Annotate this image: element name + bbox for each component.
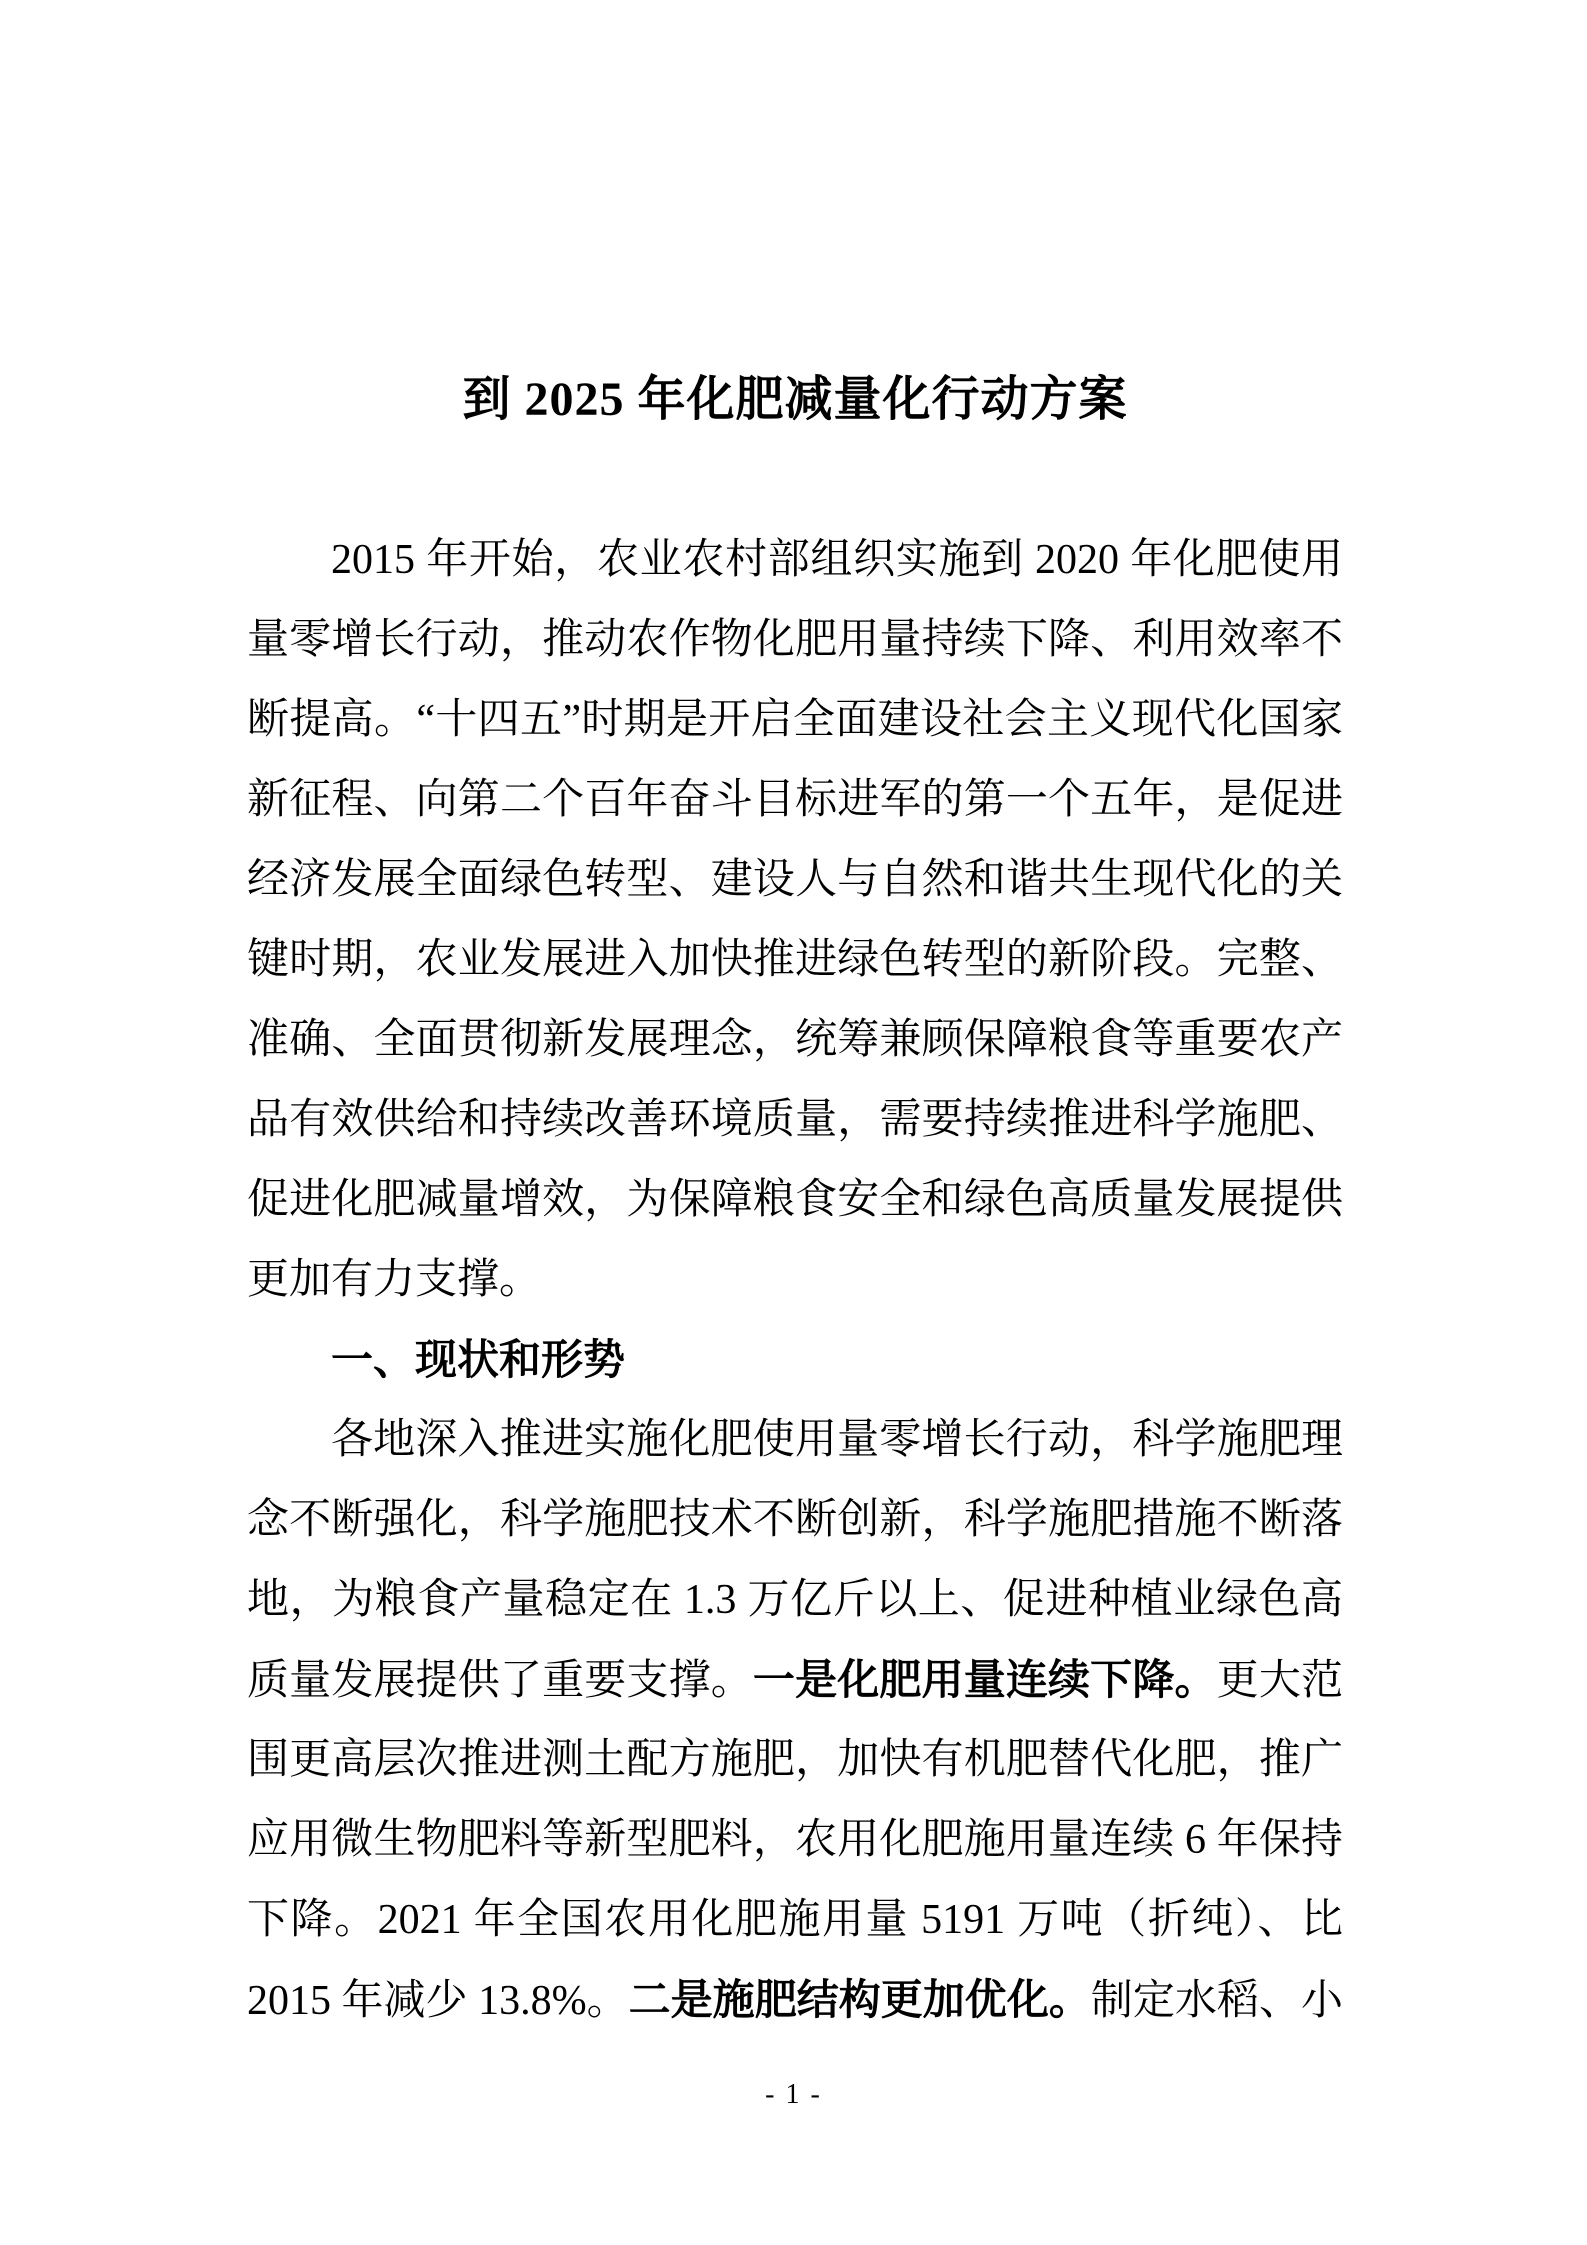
body-text: 地，为粮食产量稳定在 1.3 万亿斤以上、促进种植业绿色高 xyxy=(247,1577,1343,1623)
body-text: 品有效供给和持续改善环境质量，需要持续推进科学施肥、 xyxy=(247,1097,1343,1143)
section-heading xyxy=(247,1320,1343,1400)
body-text: 2015 年开始，农业农村部组织实施到 2020 年化肥使用 xyxy=(331,537,1343,583)
body-text: 围更高层次推进测土配方施肥，加快有机肥替代化肥，推广 xyxy=(247,1737,1343,1783)
body-text: 断提高。“十四五”时期是开启全面建设社会主义现代化国家 xyxy=(247,697,1343,743)
document-title: 到 2025 年化肥减量化行动方案 xyxy=(462,373,1128,426)
body-text: 制定水稻、小 xyxy=(1090,1978,1343,2024)
emphasis-text: 二是施肥结构更加优化。 xyxy=(628,1976,1091,2023)
page-number: - 1 - xyxy=(765,2079,822,2110)
emphasis-text: 一是化肥用量连续下降。 xyxy=(752,1656,1217,1703)
text-line xyxy=(247,1640,1343,1720)
text-line xyxy=(247,1080,1343,1160)
body-text: 经济发展全面绿色转型、建设人与自然和谐共生现代化的关 xyxy=(247,857,1343,903)
text-line xyxy=(247,680,1343,760)
body-text: 下降。2021 年全国农用化肥施用量 5191 万吨（折纯）、比 xyxy=(247,1897,1343,1943)
document-content xyxy=(247,360,1343,2040)
body-text: 质量发展提供了重要支撑。 xyxy=(247,1658,753,1704)
body-text: 准确、全面贯彻新发展理念，统筹兼顾保障粮食等重要农产 xyxy=(247,1017,1343,1063)
text-line xyxy=(247,1000,1343,1080)
text-line xyxy=(247,1480,1343,1560)
text-line xyxy=(247,1560,1343,1640)
text-line xyxy=(247,760,1343,840)
text-line xyxy=(247,1720,1343,1800)
text-line xyxy=(247,1400,1343,1480)
body-text: 量零增长行动，推动农作物化肥用量持续下降、利用效率不 xyxy=(247,617,1343,663)
body-text: 念不断强化，科学施肥技术不断创新，科学施肥措施不断落 xyxy=(247,1497,1343,1543)
body-text: 促进化肥减量增效，为保障粮食安全和绿色高质量发展提供 xyxy=(247,1177,1343,1223)
text-line xyxy=(247,1800,1343,1880)
body-text: 新征程、向第二个百年奋斗目标进军的第一个五年，是促进 xyxy=(247,777,1343,823)
text-line xyxy=(247,600,1343,680)
body-text: 键时期，农业发展进入加快推进绿色转型的新阶段。完整、 xyxy=(247,937,1343,983)
text-line xyxy=(247,840,1343,920)
text-line xyxy=(247,1160,1343,1240)
body-text: 更加有力支撑。 xyxy=(247,1257,542,1303)
body-text: 应用微生物肥料等新型肥料，农用化肥施用量连续 6 年保持 xyxy=(247,1817,1343,1863)
text-line xyxy=(247,1880,1343,1960)
document-body xyxy=(247,520,1343,2040)
body-text: 2015 年减少 13.8%。 xyxy=(247,1978,629,2024)
blank-line xyxy=(247,440,1343,520)
body-text: 更大范 xyxy=(1216,1658,1343,1704)
text-line xyxy=(247,1960,1343,2040)
text-line xyxy=(247,920,1343,1000)
text-line xyxy=(247,1240,1343,1320)
emphasis-text: 一、现状和形势 xyxy=(331,1336,626,1383)
body-text: 各地深入推进实施化肥使用量零增长行动，科学施肥理 xyxy=(331,1417,1343,1463)
text-line xyxy=(247,520,1343,600)
